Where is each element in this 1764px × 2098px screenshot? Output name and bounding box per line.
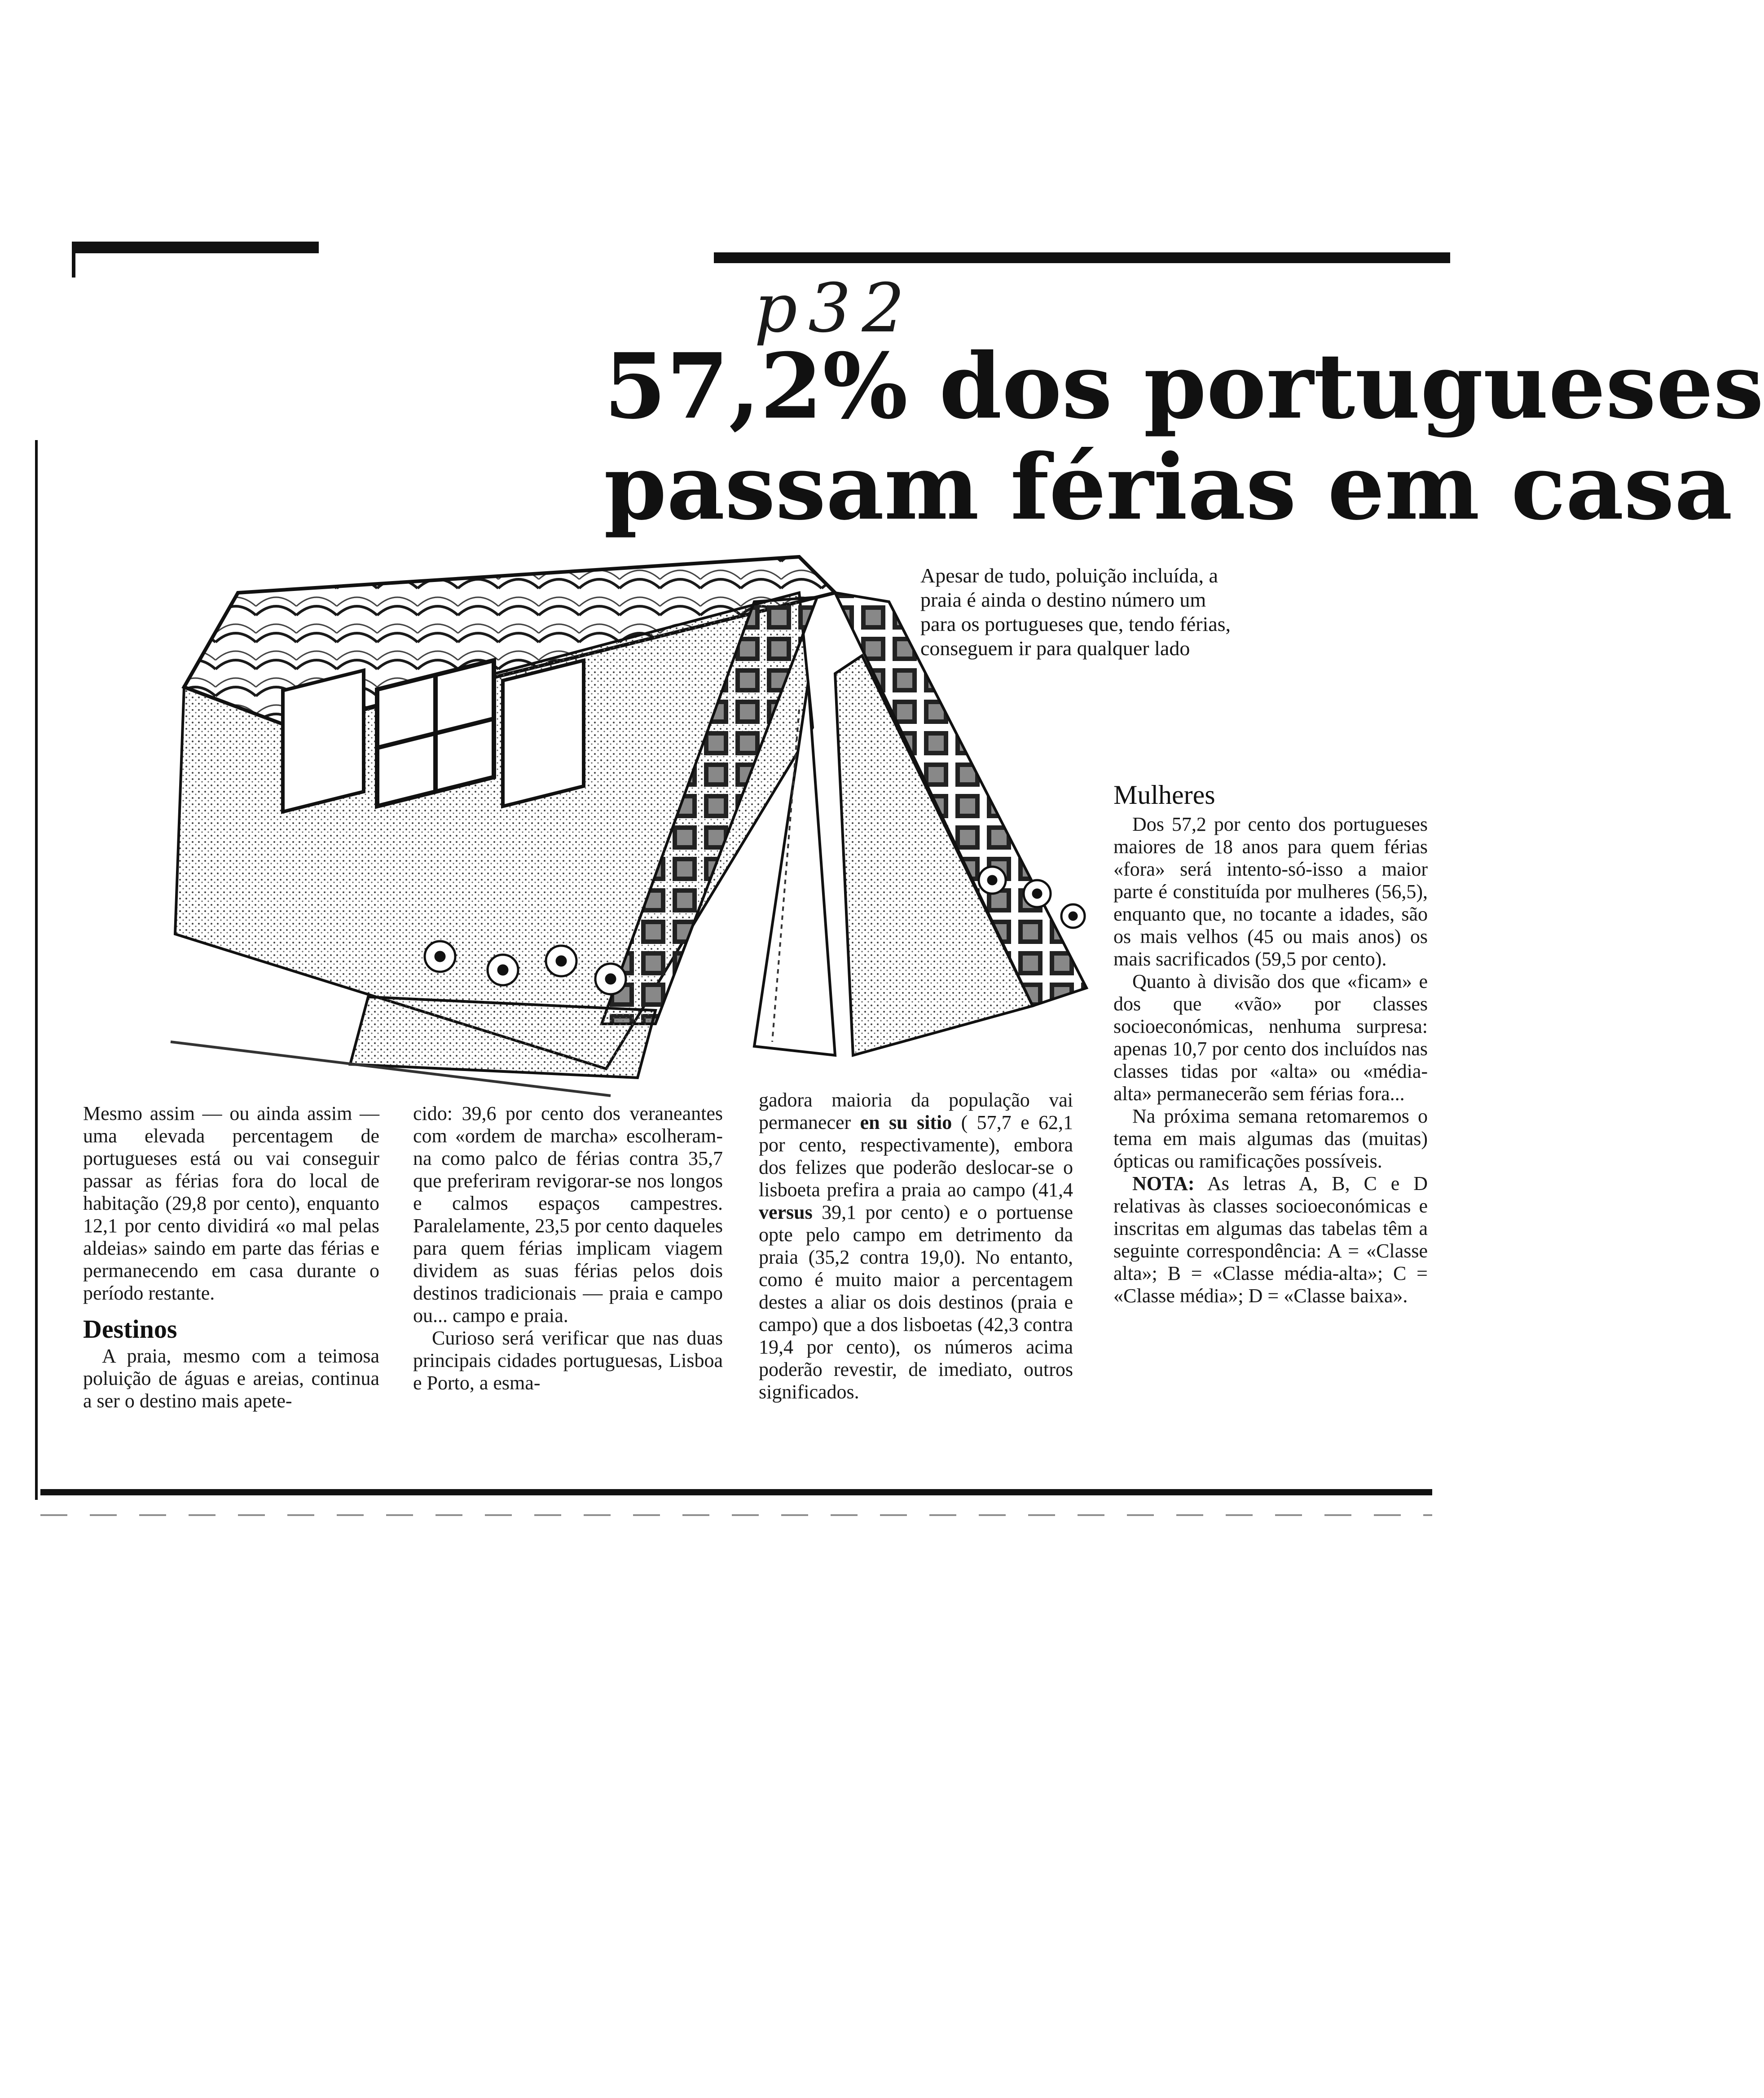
col3-text-a: gadora maioria da população vai permanecer	[759, 1089, 1073, 1133]
col3-text-b: ( 57,7 e 62,1 por cento, respectivamente), embora dos felizes que poderão deslocar-se o lisboeta prefira a praia ao campo (41,4	[759, 1111, 1073, 1201]
col4-nota	[1113, 1172, 1428, 1307]
column-2	[413, 1102, 723, 1394]
bottom-scan-noise	[40, 1514, 1432, 1516]
col3-emphasis-versus: versus	[759, 1201, 813, 1223]
headline-line-2: passam férias em casa	[604, 435, 1733, 540]
flower-planter	[350, 997, 655, 1078]
window-shutter-right	[503, 661, 584, 807]
column-3	[759, 1089, 1073, 1403]
lede-paragraph: Apesar de tudo, poluição incluída, a praia é ainda o destino número um para os portugueses que, tendo férias, conseguem ir para qualquer lado	[920, 564, 1231, 660]
nota-text: As letras A, B, C e D relativas às classes socioeconómicas e inscritas em algumas das tabelas têm a seguinte correspondência: A = «Classe alta»; B = «Classe média-alta»; C = «Classe média»; D = «Classe baixa».	[1113, 1172, 1428, 1307]
left-margin-tick	[72, 242, 75, 278]
col2-paragraph-2: Curioso será verificar que nas duas principais cidades portuguesas, Lisboa e Porto, a esma-	[413, 1327, 723, 1394]
left-frame-rule	[35, 440, 38, 1500]
window-shutter-left	[283, 670, 364, 812]
top-right-rule	[714, 252, 1450, 263]
col4-paragraph-2: Quanto à divisão dos que «ficam» e dos que «vão» por classes socioeconómicas, nenhuma surpresa: apenas 10,7 por cento dos incluídos nas classes tidas por «alta» ou «média-alta» permanecerão sem férias fora...	[1113, 970, 1428, 1105]
subhead-mulheres: Mulheres	[1113, 780, 1215, 810]
col4-paragraph-1: Dos 57,2 por cento dos portugueses maiores de 18 anos para quem férias «fora» será intento-só-isso a maior parte é constituída por mulheres (56,5), enquanto que, no tocante a idades, são os mais velhos (45 ou mais anos) os mais sacrificados (59,5 por cento).	[1113, 813, 1428, 970]
col1-paragraph-1: Mesmo assim — ou ainda assim — uma elevada percentagem de portugueses está ou vai conseguir passar as férias fora do local de habitação (29,8 por cento), enquanto 12,1 por cento dividirá «o mal pelas aldeias» saindo em parte das férias e permanecendo em casa durante o período restante.	[83, 1102, 379, 1304]
col1-paragraph-2: A praia, mesmo com a teimosa poluição de águas e areias, continua a ser o destino mais apete-	[83, 1345, 379, 1412]
bottom-frame-rule	[40, 1489, 1432, 1495]
nota-label: NOTA:	[1132, 1172, 1195, 1194]
col2-paragraph-1: cido: 39,6 por cento dos veraneantes com «ordem de marcha» escolheram-na como palco de férias contra 35,7 que preferiram revigorar-se nos longos e calmos espaços campestres. Paralelamente, 23,5 por cento daqueles para quem férias implicam viagem dividem as suas férias pelos dois destinos tradicionais — praia e campo ou... campo e praia.	[413, 1102, 723, 1327]
column-1	[83, 1102, 379, 1412]
house-tent-illustration	[135, 539, 1100, 1105]
headline-line-1: 57,2% dos portugueses	[604, 334, 1764, 439]
col3-text-c: 39,1 por cento) e o portuense opte pelo campo em detrimento da praia (35,2 contra 19,0). No entanto, como é muito maior a percentagem destes a aliar os dois destinos (praia e campo) que a dos lisboetas (42,3 contra 19,4 por cento), os números acima poderão revestir, de imediato, outros significados.	[759, 1201, 1073, 1403]
top-left-rule	[72, 242, 319, 253]
subhead-destinos: Destinos	[83, 1314, 177, 1344]
col3-paragraph-1	[759, 1089, 1073, 1403]
col4-paragraph-3: Na próxima semana retomaremos o tema em mais algumas das (muitas) ópticas ou ramificações possíveis.	[1113, 1105, 1428, 1172]
column-4	[1113, 779, 1428, 1307]
col3-emphasis-en-su-sitio: en su sitio	[860, 1111, 952, 1133]
handwritten-page-number: p32	[754, 269, 915, 348]
